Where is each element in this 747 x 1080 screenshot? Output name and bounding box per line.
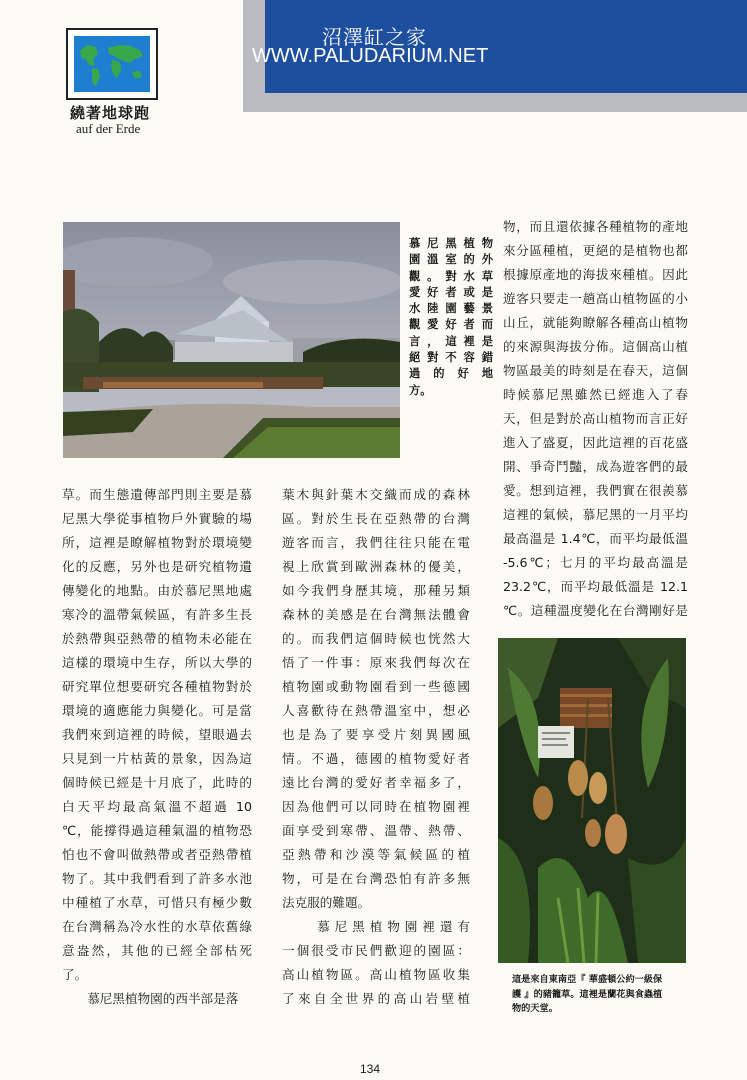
text-line: 傳變化的地點。由於慕尼黑地處 (62, 583, 252, 598)
text-line: 寒冷的溫帶氣候區，有許多生長 (62, 607, 252, 622)
text-line: 這樣的環境中生存，所以大學的 (62, 655, 252, 670)
text-line: 根據原產地的海拔來種植。因此 (503, 267, 688, 282)
text-line: 於熱帶與亞熱帶的植物未必能在 (62, 631, 252, 646)
text-line: 白天平均最高氣溫不超過 10 (62, 799, 252, 814)
section-title-de: auf der Erde (76, 121, 141, 136)
text-line: 愛。想到這裡，我們實在很羨慕 (503, 483, 688, 498)
caption-line: 絕對不容錯 (409, 351, 493, 365)
text-line: 物，可是在台灣恐怕有許多無 (282, 871, 470, 886)
caption-line: 物的天堂。 (512, 1003, 558, 1014)
text-line: 森林的美感是在台灣無法體會 (282, 607, 470, 622)
caption-line: 方。 (409, 383, 432, 397)
text-line: 我們來到這裡的時候，望眼過去 (62, 727, 252, 742)
text-line: 個時候已經是十月底了，此時的 (62, 775, 252, 790)
text-line: 開、爭奇鬥豔，成為遊客們的最 (503, 459, 688, 474)
watermark-url: WWW.PALUDARIUM.NET (252, 45, 489, 67)
text-line: ℃，能撐得過這種氣溫的植物恐 (62, 823, 252, 838)
text-line: 天，但是對於高山植物而言正好 (503, 411, 688, 426)
pitcher-plant-photo (498, 638, 686, 963)
text-line: 一個很受市民們歡迎的園區： (282, 943, 470, 958)
text-line: 也是為了要享受片刻異國風 (282, 727, 470, 742)
caption-line: 護 』的豬籠草。這裡是蘭花與食蟲植 (512, 988, 663, 1000)
text-line: 這裡的氣候，慕尼黑的一月平均 (503, 507, 688, 522)
text-line: 23.2℃，而平均最低溫是 12.1 (503, 579, 688, 594)
text-line: 只見到一片枯黃的景象，因為這 (62, 751, 252, 766)
page-number: 134 (360, 1062, 381, 1076)
text-line: -5.6℃；七月的平均最高溫是 (503, 555, 688, 570)
photo1-caption (409, 236, 493, 399)
caption-line: 水陸園藝景 (409, 302, 493, 316)
text-line: 在台灣稱為冷水性的水草依舊綠 (62, 919, 252, 934)
text-line: 如今我們身歷其境，那種另類 (282, 583, 470, 598)
article-column-1 (62, 483, 252, 1011)
text-line: 尼黑大學從事植物戶外實驗的場 (62, 511, 252, 526)
text-line: 所，這裡是瞭解植物對於環境變 (62, 535, 252, 550)
text-line: 怕也不會叫做熱帶或者亞熱帶植 (62, 847, 252, 862)
text-line: 悟了一件事：原來我們每次在 (282, 655, 470, 670)
caption-line: 園溫室的外 (409, 253, 493, 267)
section-title-cn: 繞著地球跑 (70, 104, 151, 122)
caption-line: 觀愛好者而 (409, 318, 493, 332)
text-line: 化的反應，另外也是研究植物遺 (62, 559, 252, 574)
text-line: 慕尼黑植物園的西半部是落 (62, 991, 239, 1006)
caption-line: 言，這裡是 (409, 334, 493, 348)
text-line: 葉木與針葉木交織而成的森林 (282, 487, 470, 502)
caption-line: 愛好者或是 (409, 285, 493, 299)
banner-underline (243, 93, 747, 112)
text-line: 物，而且還依據各種植物的產地 (503, 219, 688, 234)
text-line: 了。 (62, 967, 88, 982)
section-logo (66, 28, 158, 100)
text-line: 人喜歡待在熱帶溫室中，想必 (282, 703, 470, 718)
text-line: 山丘，就能夠瞭解各種高山植物 (503, 315, 688, 330)
text-line: 遠比台灣的愛好者幸福多了， (282, 775, 470, 790)
text-line: 慕尼黑植物園裡還有 (282, 919, 470, 934)
text-line: 研究單位想要研究各種植物對於 (62, 679, 252, 694)
world-map-icon (74, 36, 150, 92)
text-line: 環境的適應能力與變化。可是當 (62, 703, 252, 718)
text-line: 亞熱帶和沙漠等氣候區的植 (282, 847, 470, 862)
text-line: 最高溫是 1.4℃，而平均最低溫 (503, 531, 688, 546)
text-line: 中種植了水草，可惜只有極少數 (62, 895, 252, 910)
text-line: 的來源與海拔分佈。這個高山植 (503, 339, 688, 354)
text-line: 來分區種植，更絕的是植物也都 (503, 243, 688, 258)
greenhouse-photo (63, 222, 400, 458)
caption-line: 慕尼黑植物 (409, 237, 493, 250)
text-line: 情。不過，德國的植物愛好者 (282, 751, 470, 766)
text-line: 視上欣賞到歐洲森林的優美， (282, 559, 470, 574)
text-line: 物區最美的時刻是在春天，這個 (503, 363, 688, 378)
article-column-3 (503, 215, 688, 623)
text-line: 遊客只要走一趟高山植物區的小 (503, 291, 688, 306)
text-line: 的。而我們這個時候也恍然大 (282, 631, 470, 646)
text-line: 了來自全世界的高山岩壁植 (282, 991, 470, 1006)
text-line: 法克服的難題。 (282, 895, 371, 910)
text-line: ℃。這種溫度變化在台灣剛好是 (503, 603, 688, 618)
text-line: 植物園或動物園看到一些德國 (282, 679, 470, 694)
text-line: 面享受到寒帶、溫帶、熱帶、 (282, 823, 470, 838)
text-line: 草。而生態遺傳部門則主要是慕 (62, 487, 252, 502)
watermark-site-name: 沼澤缸之家 (322, 25, 427, 49)
text-line: 高山植物區。高山植物區收集 (282, 967, 470, 982)
photo2-caption (512, 973, 682, 1017)
caption-line: 這是來自東南亞『 華盛頓公約一級保 (512, 974, 663, 985)
text-line: 因為他們可以同時在植物園裡 (282, 799, 470, 814)
text-line: 區。對於生長在亞熱帶的台灣 (282, 511, 470, 526)
text-line: 意盎然，其他的已經全部枯死 (62, 943, 252, 958)
text-line: 時候慕尼黑雖然已經進入了春 (503, 387, 688, 402)
text-line: 進入了盛夏，因此這裡的百花盛 (503, 435, 688, 450)
text-line: 遊客而言，我們往往只能在電 (282, 535, 470, 550)
text-line: 物了。其中我們看到了許多水池 (62, 871, 252, 886)
caption-line: 觀。對水草 (409, 269, 493, 283)
caption-line: 過 的 好 地 (409, 367, 493, 381)
article-column-2 (282, 483, 470, 1011)
